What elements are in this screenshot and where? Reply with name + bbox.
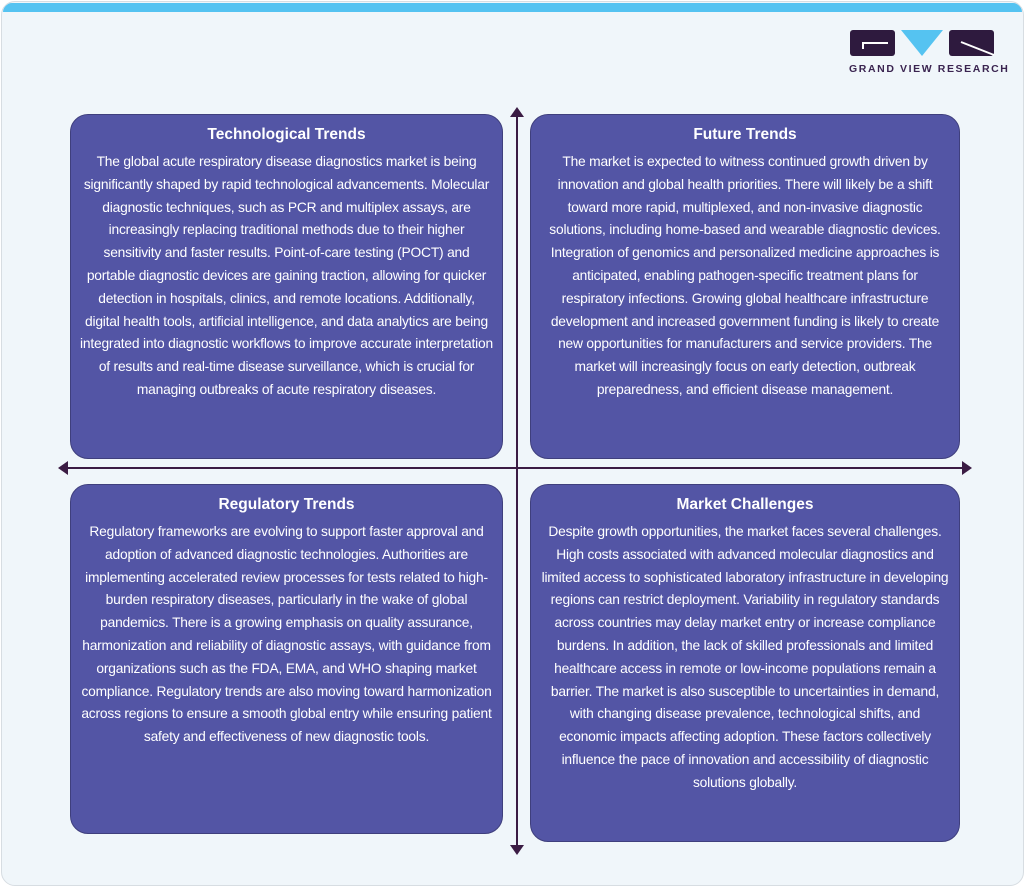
horizontal-axis-line (67, 467, 963, 469)
quadrant-card-future-trends (530, 114, 960, 459)
gvr-logo (849, 28, 1010, 75)
quadrant-title: Technological Trends (207, 126, 366, 143)
vertical-axis-line (516, 116, 518, 846)
axis-arrow-down-icon (510, 845, 524, 855)
gvr-logo-mark-icon (849, 28, 997, 58)
quadrant-title: Market Challenges (676, 496, 814, 513)
quadrant-card-regulatory-trends (70, 484, 503, 834)
quadrant-body: Regulatory frameworks are evolving to support faster approval and adoption of advanced diagnostic technologies. Authorities are implementing accelerated review processes for tests related to high-burden respiratory diseases, particularly in the wake of global pandemics. There is a growing emphasis on quality assurance, harmonization and reliability of diagnostic assays, with guidance from organizations such as the FDA, EMA, and WHO shaping market compliance. Regulatory trends are also moving toward harmonization across regions to ensure a smooth global entry while ensuring patient safety and effectiveness of new diagnostic tools. (81, 524, 492, 745)
quadrant-card-market-challenges (530, 484, 960, 842)
brand-wordmark: GRAND VIEW RESEARCH (849, 63, 1010, 75)
axis-arrow-right-icon (962, 461, 972, 475)
axis-arrow-up-icon (510, 107, 524, 117)
quadrant-body: The global acute respiratory disease diagnostics market is being significantly shaped by rapid technological advancements. Molecular diagnostic techniques, such as PCR and multiplex assays, are increasingly replacing traditional methods due to their higher sensitivity and faster results. Point-of-care testing (POCT) and portable diagnostic devices are gaining traction, allowing for quicker detection in hospitals, clinics, and remote locations. Additionally, digital health tools, artificial intelligence, and data analytics are being integrated into diagnostic workflows to improve accurate interpretation of results and real-time disease surveillance, which is crucial for managing outbreaks of acute respiratory diseases. (80, 154, 493, 397)
top-accent-strip (3, 3, 1022, 12)
quadrant-body: Despite growth opportunities, the market faces several challenges. High costs associated with advanced molecular diagnostics and limited access to sophisticated laboratory infrastructure in developing regions can restrict deployment. Variability in regulatory standards across countries may delay market entry or increase compliance burdens. In addition, the lack of skilled professionals and limited healthcare access in remote or low-income populations remain a barrier. The market is also susceptible to uncertainties in demand, with changing disease prevalence, technological shifts, and economic impacts affecting adoption. These factors collectively influence the pace of innovation and accessibility of diagnostic solutions globally. (541, 524, 949, 790)
quadrant-title: Regulatory Trends (218, 496, 355, 513)
quadrant-card-technological-trends (70, 114, 503, 459)
quadrant-body: The market is expected to witness continued growth driven by innovation and global health priorities. There will likely be a shift toward more rapid, multiplexed, and non-invasive diagnostic solutions, including home-based and wearable diagnostic devices. Integration of genomics and personalized medicine approaches is anticipated, enabling pathogen-specific treatment plans for respiratory infections. Growing global healthcare infrastructure development and increased government funding is likely to create new opportunities for manufacturers and service providers. The market will increasingly focus on early detection, outbreak preparedness, and efficient disease management. (549, 154, 941, 397)
quadrant-title: Future Trends (693, 126, 797, 143)
axis-arrow-left-icon (58, 461, 68, 475)
infographic-canvas (1, 1, 1024, 886)
